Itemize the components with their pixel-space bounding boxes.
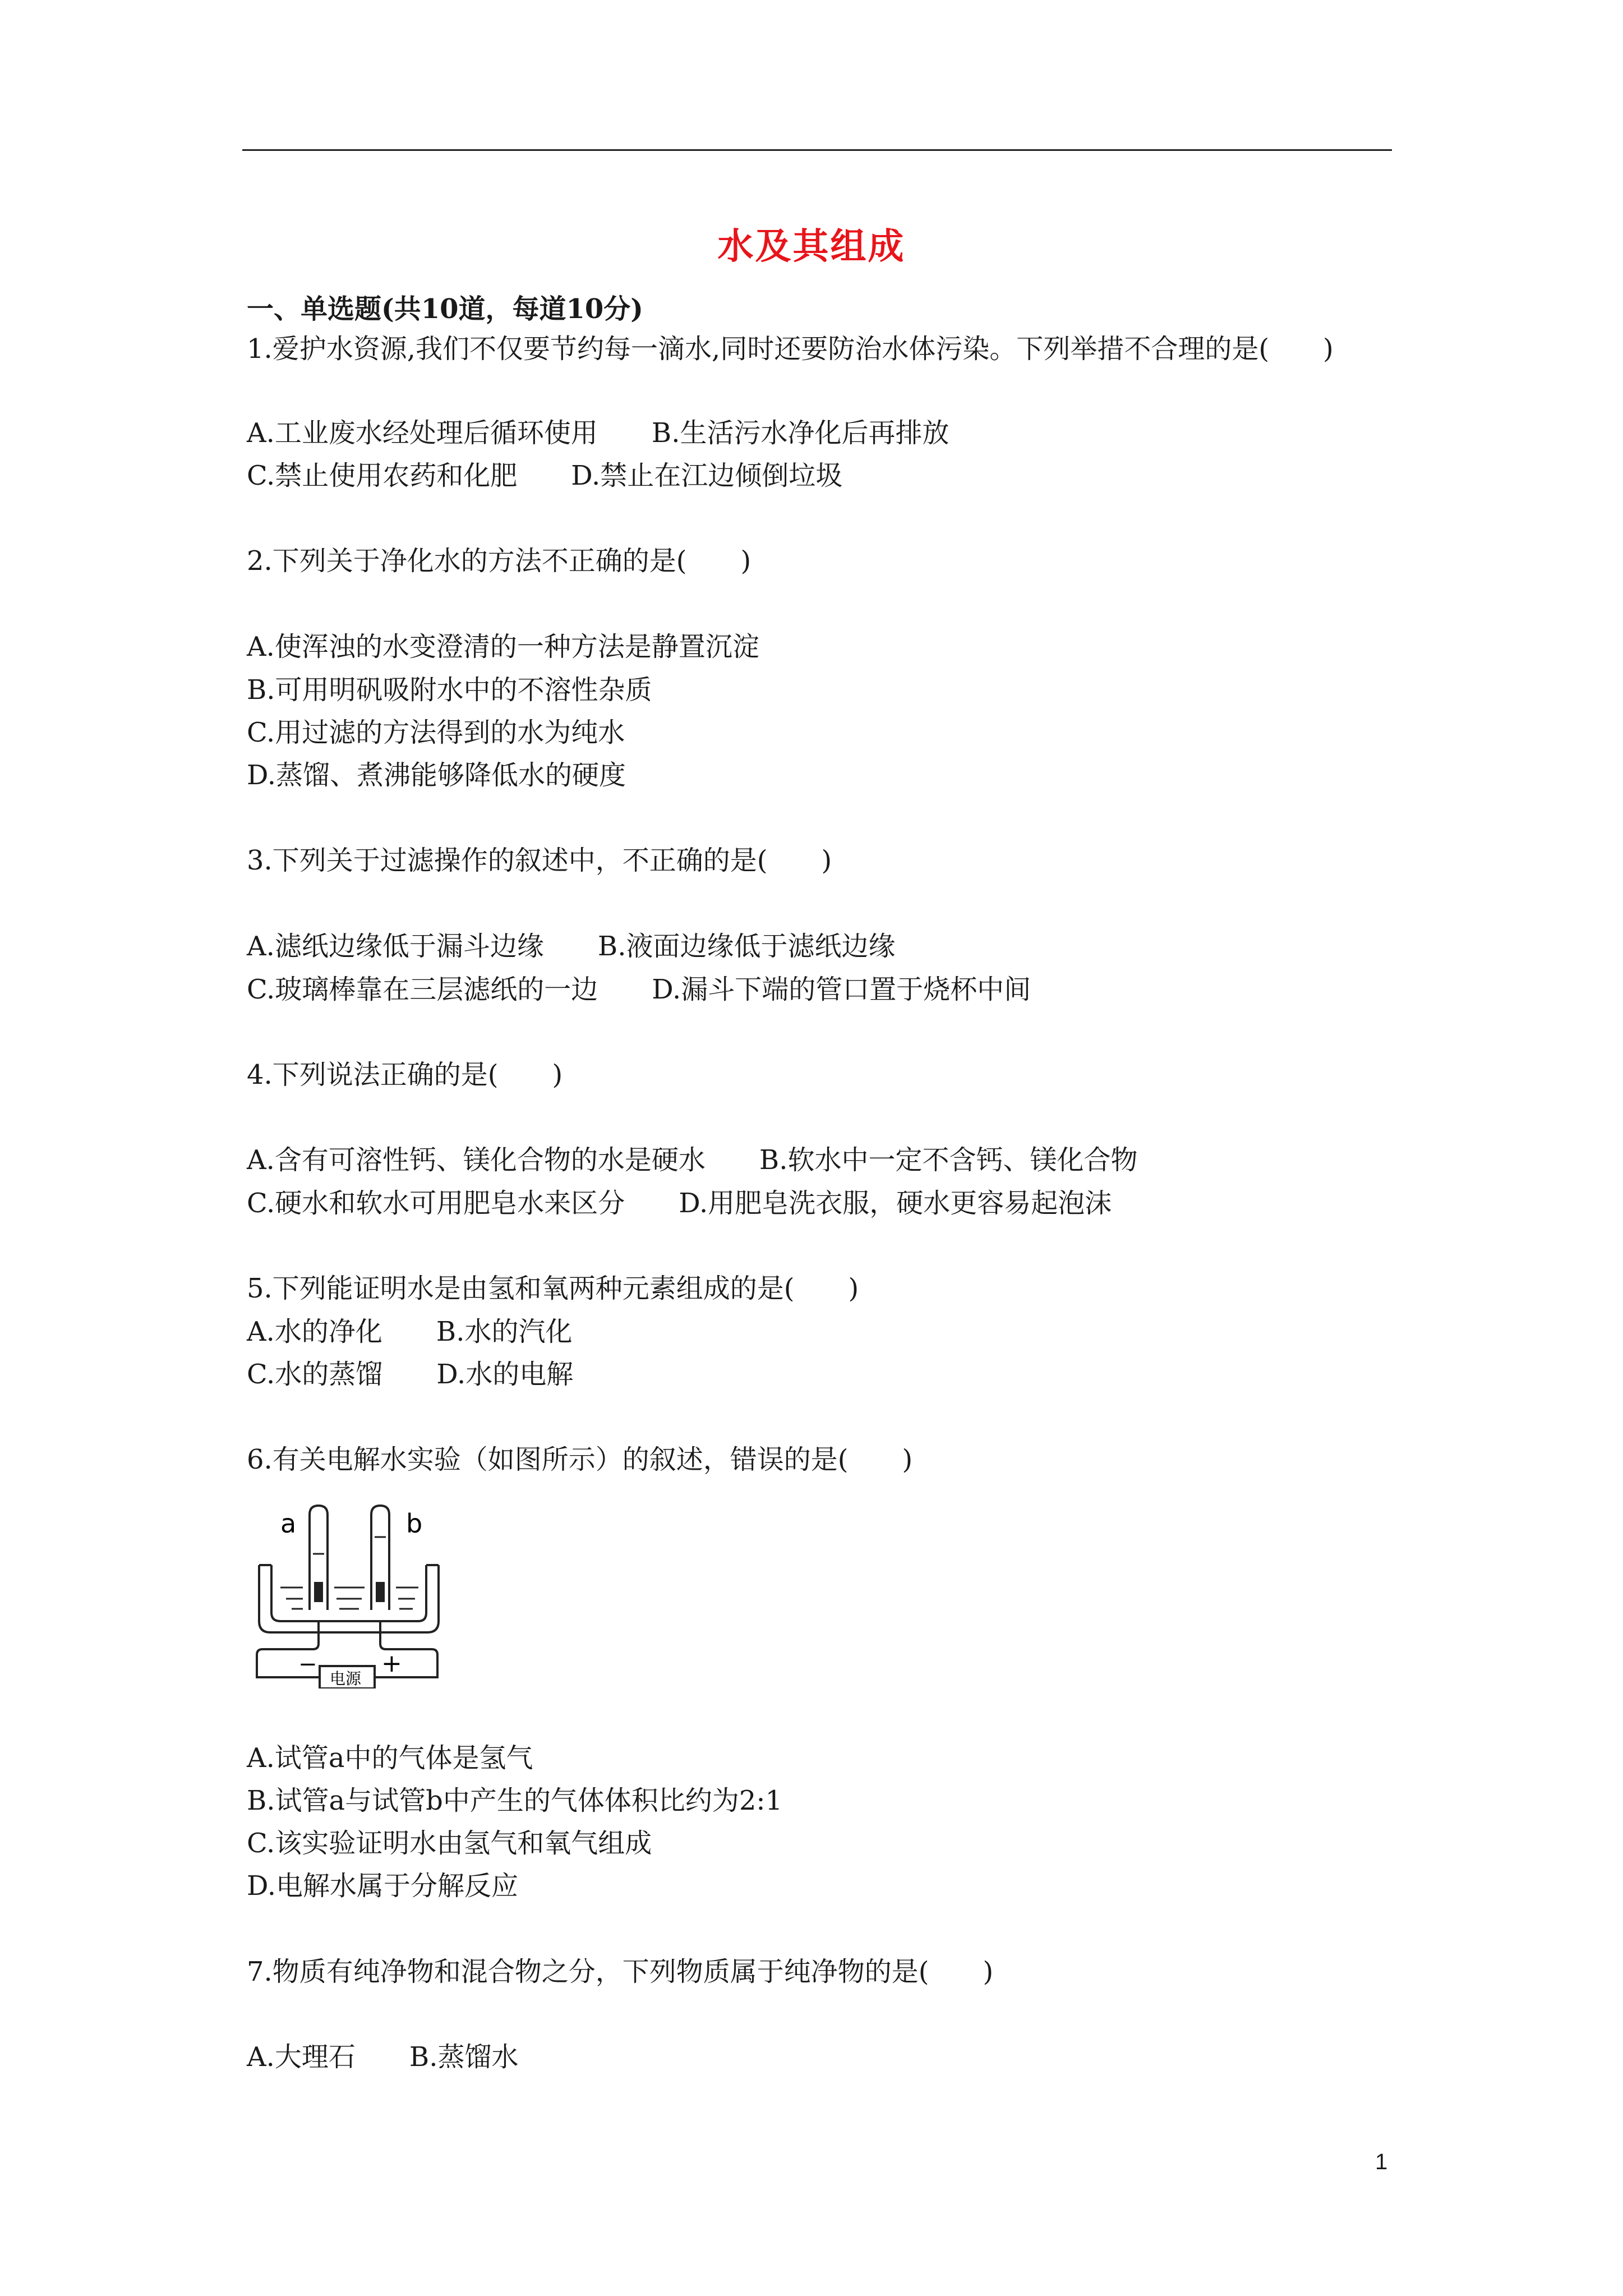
question-6-stem: 6.有关电解水实验（如图所示）的叙述，错误的是( ) (247, 1444, 913, 1475)
question-5-stem: 5.下列能证明水是由氢和氧两种元素组成的是( ) (247, 1273, 859, 1304)
question-6-option-b: B.试管a与试管b中产生的气体体积比约为2:1 (247, 1785, 783, 1816)
page-title: 水及其组成 (717, 226, 906, 268)
question-6-option-d: D.电解水属于分解反应 (247, 1870, 519, 1902)
question-7-stem: 7.物质有纯净物和混合物之分，下列物质属于纯净物的是( ) (247, 1956, 994, 1987)
question-4-options-ab: A.含有可溶性钙、镁化合物的水是硬水 B.软水中一定不含钙、镁化合物 (247, 1144, 1138, 1176)
electrolysis-apparatus-figure (247, 1498, 460, 1688)
question-3-options-ab: A.滤纸边缘低于漏斗边缘 B.液面边缘低于滤纸边缘 (247, 931, 896, 962)
question-2-option-a: A.使浑浊的水变澄清的一种方法是静置沉淀 (247, 631, 759, 662)
minus-terminal-label: − (298, 1651, 317, 1677)
header-rule (242, 149, 1392, 151)
question-4-options-cd: C.硬水和软水可用肥皂水来区分 D.用肥皂洗衣服，硬水更容易起泡沫 (247, 1188, 1112, 1219)
question-1-stem: 1.爱护水资源,我们不仅要节约每一滴水,同时还要防治水体污染。下列举措不合理的是( ) (247, 333, 1334, 365)
tube-b-label: b (406, 1508, 423, 1539)
question-4-stem: 4.下列说法正确的是( ) (247, 1059, 563, 1091)
question-7-options-ab: A.大理石 B.蒸馏水 (247, 2041, 519, 2073)
question-6-option-c: C.该实验证明水由氢气和氧气组成 (247, 1828, 652, 1859)
page-number: 1 (1375, 2150, 1388, 2174)
question-1-options-ab: A.工业废水经处理后循环使用 B.生活污水净化后再排放 (247, 417, 949, 449)
question-3-stem: 3.下列关于过滤操作的叙述中，不正确的是( ) (247, 845, 832, 876)
question-5-options-ab: A.水的净化 B.水的汽化 (247, 1316, 573, 1347)
question-3-options-cd: C.玻璃棒靠在三层滤纸的一边 D.漏斗下端的管口置于烧杯中间 (247, 974, 1031, 1005)
question-2-option-d: D.蒸馏、煮沸能够降低水的硬度 (247, 760, 626, 791)
tube-a-label: a (280, 1508, 297, 1539)
question-2-stem: 2.下列关于净化水的方法不正确的是( ) (247, 545, 751, 577)
question-1-options-cd: C.禁止使用农药和化肥 D.禁止在江边倾倒垃圾 (247, 460, 843, 491)
power-source-label: 电源 (330, 1669, 362, 1688)
section-heading: 一、单选题(共10道，每道10分) (247, 293, 644, 325)
plus-terminal-label: + (381, 1649, 402, 1678)
question-2-option-b: B.可用明矾吸附水中的不溶性杂质 (247, 674, 652, 706)
question-6-option-a: A.试管a中的气体是氢气 (247, 1742, 533, 1774)
question-2-option-c: C.用过滤的方法得到的水为纯水 (247, 717, 625, 748)
question-5-options-cd: C.水的蒸馏 D.水的电解 (247, 1359, 574, 1390)
